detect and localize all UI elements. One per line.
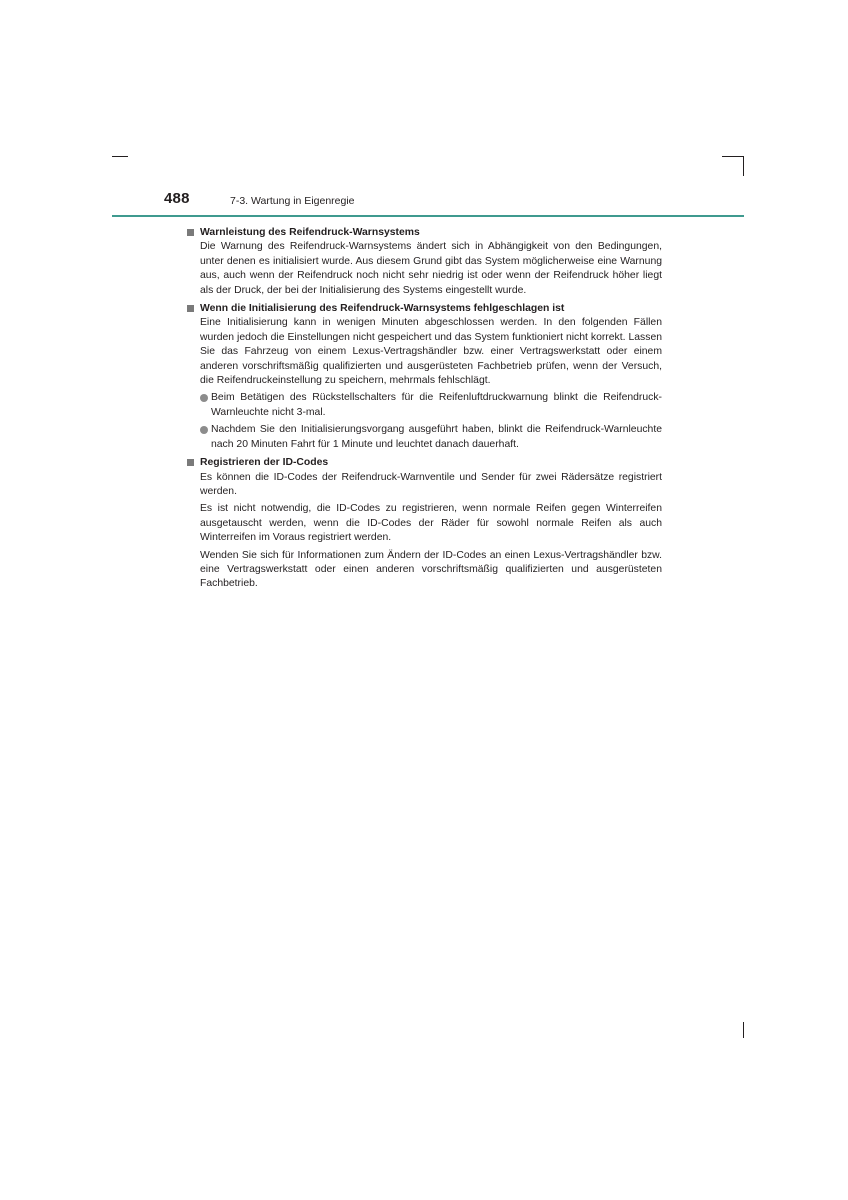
page-content xyxy=(186,226,662,596)
list-item-text: Beim Betätigen des Rückstellschalters für die Reifenluftdruckwarnung blinkt die Reifendruck-Warnleuchte nicht 3-mal. xyxy=(211,392,662,418)
section-warnleistung xyxy=(186,226,662,298)
square-bullet-icon xyxy=(187,229,194,236)
paragraph: Die Warnung des Reifendruck-Warnsystems ändert sich in Abhängigkeit von den Bedingungen, unter denen es initialisiert wurde. Aus diesem Grund gibt das System möglicherweise eine Warnung aus, auch wenn der Reifendruck noch nicht sehr niedrig ist oder wenn der Reifendruck höher liegt als der Druck, der bei der Initialisierung des Systems eingestellt wurde. xyxy=(200,241,662,296)
section-title: 7-3. Wartung in Eigenregie xyxy=(230,195,355,207)
square-bullet-icon xyxy=(187,459,194,466)
list-item xyxy=(200,391,662,420)
page-header xyxy=(112,190,744,220)
header-rule xyxy=(112,215,744,217)
paragraph: Es können die ID-Codes der Reifendruck-Warnventile und Sender für zwei Rädersätze registriert werden. xyxy=(200,471,662,497)
square-bullet-icon xyxy=(187,305,194,312)
section-id-codes xyxy=(186,456,662,592)
paragraph: Es ist nicht notwendig, die ID-Codes zu registrieren, wenn normale Reifen gegen Winterreifen ausgetauscht werden, wenn die ID-Codes der Räder für sowohl normale Reifen als auch Winterreifen im Voraus registriert werden. xyxy=(200,503,662,544)
paragraph: Wenden Sie sich für Informationen zum Ändern der ID-Codes an einen Lexus-Vertragshändler bzw. eine Vertragswerkstatt oder einen anderen vorschriftsmäßig qualifizierten und ausgerüsteten Fachbetrieb. xyxy=(200,549,662,590)
round-bullet-icon xyxy=(200,394,208,402)
section-heading-text: Registrieren der ID-Codes xyxy=(200,457,329,469)
page-number: 488 xyxy=(164,190,190,207)
section-heading xyxy=(186,226,662,240)
crop-mark-bottom-right xyxy=(743,1022,744,1038)
list-item xyxy=(200,423,662,452)
crop-mark-top-right-vertical xyxy=(743,156,744,176)
list-item-text: Nachdem Sie den Initialisierungsvorgang ausgeführt haben, blinkt die Reifendruck-Warnleuchte nach 20 Minuten Fahrt für 1 Minute und leuchtet danach dauerhaft. xyxy=(211,424,662,450)
section-initialisierung-fehlgeschlagen xyxy=(186,302,662,452)
section-heading-text: Wenn die Initialisierung des Reifendruck-Warnsystems fehlgeschlagen ist xyxy=(200,303,565,315)
section-heading xyxy=(186,302,662,316)
round-bullet-icon xyxy=(200,426,208,434)
section-heading xyxy=(186,456,662,470)
crop-mark-top-right-horizontal xyxy=(722,156,744,157)
crop-mark-top-left xyxy=(112,156,128,157)
section-heading-text: Warnleistung des Reifendruck-Warnsystems xyxy=(200,227,420,238)
paragraph: Eine Initialisierung kann in wenigen Minuten abgeschlossen werden. In den folgenden Fällen wurden jedoch die Einstellungen nicht gespeichert und das System funktioniert nicht korrekt. Lassen Sie das Fahrzeug von einem Lexus-Vertragshändler bzw. einer Vertragswerkstatt oder einem anderen vorschriftsmäßig qualifizierten und ausgerüsteten Fachbetrieb prüfen, wenn der Versuch, die Reifendruckeinstellung zu speichern, mehrmals fehlschlägt. xyxy=(200,317,662,387)
